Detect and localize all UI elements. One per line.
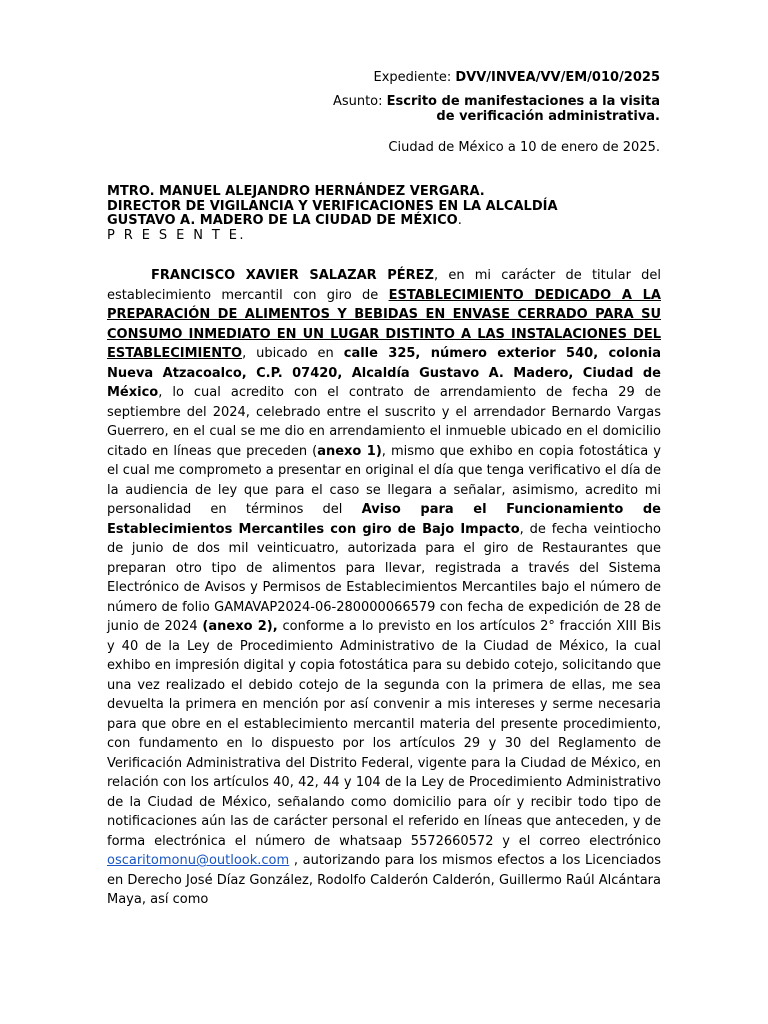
expediente-label: Expediente: bbox=[373, 70, 456, 85]
place-date-line: Ciudad de México a 10 de enero de 2025. bbox=[388, 140, 660, 155]
addressee-block bbox=[107, 185, 667, 243]
annex-1-ref: anexo 1) bbox=[317, 443, 382, 459]
applicant-name: FRANCISCO XAVIER SALAZAR PÉREZ bbox=[151, 268, 434, 283]
body-text-segment: , en mi carácter de titular del establecimiento mercantil con giro de bbox=[107, 268, 661, 303]
expediente-number: DVV/INVEA/VV/EM/010/2025 bbox=[455, 70, 660, 85]
annex-2-ref: (anexo 2), bbox=[202, 619, 278, 634]
addressee-location: GUSTAVO A. MADERO DE LA CIUDAD DE MÉXICO bbox=[107, 213, 458, 228]
body-text-segment: , de fecha veintiocho de junio de dos mil veinticuatro, autorizada para el giro de Restaurantes que preparan otro tipo de alimentos para llevar, registrada a través del Sistema Electrónico de Avisos y Permisos de Establecimientos Mercantiles bajo el número de número de folio GAMAVAP2024-06-280000066579 con fecha de expedición de 28 de junio de 2024 bbox=[107, 521, 661, 634]
business-type: ESTABLECIMIENTO DEDICADO A LA PREPARACIÓN DE ALIMENTOS Y BEBIDAS EN ENVASE CERRADO PARA SU CONSUMO INMEDIATO EN UN LUGAR DISTINTO A LAS INSTALACIONES DEL ESTABLECIMIENTO bbox=[107, 287, 661, 361]
asunto-value-line2: de verificación administrativa. bbox=[436, 109, 660, 124]
presente-salutation: P R E S E N T E. bbox=[107, 227, 246, 243]
email-link[interactable]: oscaritomonu@outlook.com bbox=[107, 853, 290, 868]
addressee-title: DIRECTOR DE VIGILANCIA Y VERIFICACIONES EN LA ALCALDÍA bbox=[107, 198, 558, 214]
asunto-value-line1: Escrito de manifestaciones a la visita bbox=[386, 94, 660, 109]
notice-title: Aviso para el Funcionamiento de Establecimientos Mercantiles con giro de Bajo Impacto bbox=[107, 502, 661, 537]
body-text-segment: , autorizando para los mismos efectos a los Licenciados en Derecho José Díaz González, Rodolfo Calderón Calderón, Guillermo Raúl Alcántara Maya, así como bbox=[107, 853, 661, 907]
asunto-block bbox=[333, 94, 660, 124]
body-text-segment: , mismo que exhibo en copia fotostática y el cual me comprometo a presentar en original el día que tenga verificativo el día de la audiencia de ley que para el caso se llegara a señalar, asimismo, acredito mi personalidad en términos del bbox=[107, 443, 661, 517]
addressee-period: . bbox=[457, 213, 462, 228]
body-text-segment: , lo cual acredito con el contrato de arrendamiento de fecha 29 de septiembre del 2024, celebrado entre el suscrito y el arrendador Bernardo Vargas Guerrero, en el cual se me dio en arrendamiento el inmueble ubicado en el domicilio citado en líneas que preceden ( bbox=[107, 385, 661, 459]
expediente-line bbox=[373, 70, 660, 85]
body-text-segment: conforme a lo previsto en los artículos 2° fracción XIII Bis y 40 de la Ley de Procedimiento Administrativo de la Ciudad de México, la cual exhibo en impresión digital y copia fotostática para su debido cotejo, solicitando que una vez realizado el debido cotejo de la segunda con la primera de ellas, me sea devuelta la primera en mención por así convenir a mis intereses y serme necesaria para que obre en el establecimiento mercantil materia del presente procedimiento, con fundamento en lo dispuesto por los artículos 29 y 30 del Reglamento de Verificación Administrativa del Distrito Federal, vigente para la Ciudad de México, en relación con los artículos 40, 42, 44 y 104 de la Ley de Procedimiento Administrativo de la Ciudad de México, señalando como domicilio para oír y recibir todo tipo de notificaciones aún las de carácter personal el referido en líneas que anteceden, y de forma electrónica el número de whatsaap 5572660572 y el correo electrónico bbox=[107, 619, 661, 849]
body-paragraph bbox=[107, 266, 661, 910]
body-text-segment: , ubicado en bbox=[242, 346, 344, 361]
addressee-name: MTRO. MANUEL ALEJANDRO HERNÁNDEZ VERGARA. bbox=[107, 184, 485, 199]
asunto-label: Asunto: bbox=[332, 94, 387, 109]
business-address: calle 325, número exterior 540, colonia Nueva Atzacoalco, C.P. 07420, Alcaldía Gustavo A. Madero, Ciudad de México bbox=[107, 346, 661, 400]
